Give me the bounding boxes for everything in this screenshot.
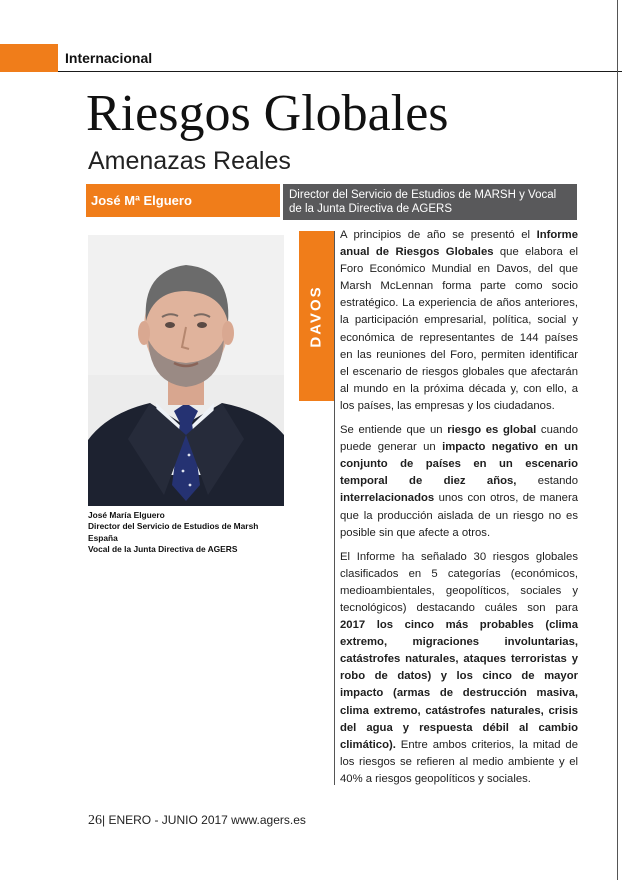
article-paragraph-1 — [340, 227, 578, 415]
page-number: 26 — [88, 813, 102, 828]
body-text: Se entiende que un — [340, 424, 448, 437]
body-text: El Informe ha señalado 30 riesgos globales clasificados en 5 categorías (económicos, medioambientales, geopolíticos, sociales y tecnológicos) destacando cuáles son para — [340, 550, 578, 614]
photo-caption — [88, 510, 293, 556]
section-tab-marker — [0, 44, 58, 72]
emphasis-text: Informe anual de Riesgos Globales — [340, 229, 578, 259]
column-divider — [334, 231, 335, 785]
author-name: José Mª Elguero — [91, 193, 192, 208]
body-text: Entre ambos criterios, la mitad de los riesgos se refieren al medio ambiente y el 40% a riesgos geopolíticos y sociales. — [340, 738, 578, 785]
page-title: Riesgos Globales — [86, 85, 449, 142]
emphasis-text: interrelacionados — [340, 492, 435, 505]
article-paragraph-2 — [340, 422, 578, 542]
caption-name: José María Elguero — [88, 510, 165, 520]
emphasis-text: riesgo es global — [447, 424, 537, 437]
body-text: A principios de año se presentó el — [340, 229, 537, 241]
caption-title: Director del Servicio de Estudios de Marsh — [88, 521, 259, 532]
portrait-illustration — [88, 235, 284, 506]
footer-separator: | — [102, 813, 106, 827]
section-label: Internacional — [65, 50, 153, 66]
author-portrait-photo — [88, 235, 284, 506]
article-paragraph-3 — [340, 549, 578, 788]
footer-issue-text: ENERO - JUNIO 2017 www.agers.es — [108, 813, 306, 827]
emphasis-text: impacto negativo en un conjunto de países en un escenario temporal de diez años, — [340, 441, 578, 488]
davos-sidebar-tab — [299, 231, 334, 401]
caption-board-role: Vocal de la Junta Directiva de AGERS — [88, 544, 238, 555]
author-role-bar — [283, 184, 577, 220]
body-text: estando — [516, 475, 578, 488]
body-text: que elabora el Foro Económico Mundial en Davos, del que Marsh McLennan forma parte como socio estratégico. La experiencia de años anteriores, la participación empresarial, política, social y económica de representantes de 144 países en las reuniones del Foro, permiten identificar el escenario de riesgos globales que afectarán al mundo en la próxima década y, con ello, a los países, las empresas y los ciudadanos. — [340, 246, 579, 412]
author-role: Director del Servicio de Estudios de MARSH y Vocal de la Junta Directiva de AGERS — [289, 189, 557, 215]
davos-label: DAVOS — [308, 284, 326, 348]
body-text: cuando puede generar un — [340, 424, 578, 454]
body-text: unos con otros, de manera que la producción aislada de un riesgo no es posible sin que afecte a otros. — [340, 492, 578, 539]
caption-country: España — [88, 532, 118, 543]
emphasis-text: 2017 los cinco más probables (clima extremo, migraciones involuntarias, catástrofes naturales, ataques terroristas y robo de datos) y los cinco de mayor impacto (armas de destrucción masiva, clima extremo, catástrofes naturales, crisis del agua y respuesta débil al cambio climático). — [340, 619, 578, 751]
article-body — [340, 227, 578, 795]
page-subtitle: Amenazas Reales — [88, 147, 291, 175]
author-name-bar — [86, 184, 280, 217]
page-edge-rule — [617, 0, 618, 880]
page-footer — [88, 813, 306, 829]
header-divider — [58, 71, 622, 72]
